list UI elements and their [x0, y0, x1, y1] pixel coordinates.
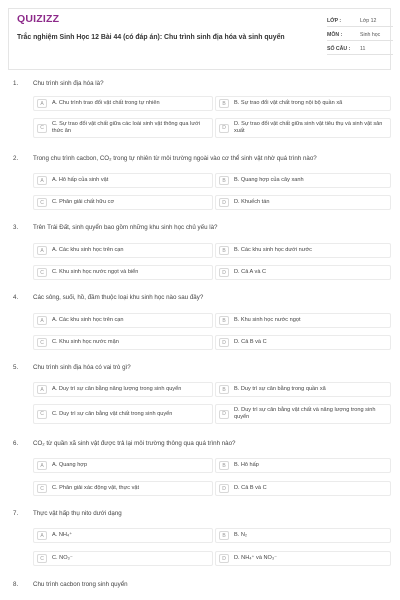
option-text: C. Phân giải chất hữu cơ — [52, 199, 115, 205]
option-letter: A — [37, 246, 47, 255]
option-letter: A — [37, 99, 47, 108]
option-text: B. Hô hấp — [234, 462, 259, 468]
option-c[interactable] — [33, 551, 213, 566]
worksheet-meta — [327, 13, 393, 55]
meta-value: Lớp 12 — [360, 18, 377, 24]
option-letter: C — [37, 554, 47, 563]
question-number: 8. — [13, 581, 19, 588]
option-letter: B — [219, 176, 229, 185]
option-c[interactable] — [33, 118, 213, 138]
option-d[interactable] — [215, 551, 391, 566]
option-text: A. Các khu sinh học trên cạn — [52, 247, 124, 253]
worksheet-header — [8, 8, 391, 70]
question-number: 6. — [13, 440, 19, 447]
option-text: D. Cả B và C — [234, 339, 267, 345]
option-b[interactable] — [215, 96, 391, 111]
option-text: C. Phân giải xác động vật, thực vật — [52, 485, 140, 491]
option-letter: A — [37, 385, 47, 394]
option-c[interactable] — [33, 265, 213, 280]
meta-key: LỚP : — [327, 18, 342, 24]
option-a[interactable] — [33, 458, 213, 473]
option-d[interactable] — [215, 195, 391, 210]
option-letter: C — [37, 338, 47, 347]
question-text: Các sông, suối, hồ, đầm thuộc loại khu sinh học nào sau đây? — [33, 294, 204, 301]
question-number: 1. — [13, 80, 19, 87]
option-letter: C — [37, 484, 47, 493]
meta-row-grade — [327, 13, 393, 27]
question-text: Chu trình sinh địa hóa là? — [33, 80, 104, 87]
option-letter: B — [219, 385, 229, 394]
option-d[interactable] — [215, 481, 391, 496]
quizizz-logo[interactable]: QUIZIZZ — [17, 13, 60, 25]
option-letter: D — [219, 484, 229, 493]
option-letter: B — [219, 316, 229, 325]
option-text: D. NH₄⁺ và NO₃⁻ — [234, 555, 278, 561]
option-text: C. Khu sinh học nước mặn — [52, 339, 119, 345]
option-letter: A — [37, 461, 47, 470]
question-number: 4. — [13, 294, 19, 301]
option-letter: C — [37, 198, 47, 207]
option-letter: D — [219, 554, 229, 563]
question-text: Chu trình cacbon trong sinh quyển — [33, 581, 128, 588]
option-a[interactable] — [33, 382, 213, 397]
option-a[interactable] — [33, 313, 213, 328]
question-text: Trong chu trình cacbon, CO₂ trong tự nhiên từ môi trường ngoài vào cơ thể sinh vật nhờ quá trình nào? — [33, 155, 317, 162]
option-c[interactable] — [33, 481, 213, 496]
option-letter: D — [219, 410, 229, 419]
meta-value: Sinh học — [360, 32, 381, 38]
option-d[interactable] — [215, 335, 391, 350]
option-letter: D — [219, 268, 229, 277]
question-number: 3. — [13, 224, 19, 231]
option-b[interactable] — [215, 313, 391, 328]
option-text: B. Các khu sinh học dưới nước — [234, 247, 312, 253]
option-d[interactable] — [215, 404, 391, 424]
option-text: D. Cả A và C — [234, 269, 267, 275]
option-letter: D — [219, 338, 229, 347]
option-letter: B — [219, 246, 229, 255]
worksheet-title: Trắc nghiệm Sinh Học 12 Bài 44 (có đáp án): Chu trình sinh địa hóa và sinh quyển — [17, 34, 285, 41]
question-text: CO₂ từ quần xã sinh vật được trả lại môi trường thông qua quá trình nào? — [33, 440, 236, 447]
option-a[interactable] — [33, 96, 213, 111]
option-text: D. Sự trao đổi vật chất giữa sinh vật tiêu thụ và sinh vật sản xuất — [234, 121, 383, 134]
question-text: Thực vật hấp thụ nito dưới dạng — [33, 510, 122, 517]
option-c[interactable] — [33, 195, 213, 210]
option-c[interactable] — [33, 335, 213, 350]
meta-key: SỐ CÂU : — [327, 46, 351, 52]
option-b[interactable] — [215, 173, 391, 188]
meta-key: MÔN : — [327, 32, 343, 38]
option-text: A. Duy trì sự cân bằng năng lượng trong sinh quyển — [52, 386, 182, 392]
option-text: C. NO₃⁻ — [52, 555, 73, 561]
option-text: B. N₂ — [234, 532, 248, 538]
question-text: Chu trình sinh địa hóa có vai trò gì? — [33, 364, 131, 371]
option-text: A. Hô hấp của sinh vật — [52, 177, 109, 183]
option-letter: A — [37, 176, 47, 185]
option-letter: C — [37, 268, 47, 277]
option-text: B. Khu sinh học nước ngọt — [234, 317, 301, 323]
option-letter: B — [219, 461, 229, 470]
option-a[interactable] — [33, 528, 213, 543]
option-text: D. Khuếch tán — [234, 199, 270, 205]
option-a[interactable] — [33, 173, 213, 188]
option-text: D. Cả B và C — [234, 485, 267, 491]
question-number: 7. — [13, 510, 19, 517]
option-d[interactable] — [215, 265, 391, 280]
option-letter: B — [219, 99, 229, 108]
option-letter: A — [37, 316, 47, 325]
question-number: 2. — [13, 155, 19, 162]
option-text: C. Sự trao đổi vật chất giữa các loài sinh vật thông qua lưới thức ăn — [52, 121, 200, 134]
option-b[interactable] — [215, 382, 391, 397]
option-b[interactable] — [215, 528, 391, 543]
option-d[interactable] — [215, 118, 391, 138]
option-text: B. Sự trao đổi vật chất trong nội bộ quần xã — [234, 100, 343, 106]
option-text: B. Duy trì sự cân bằng trong quần xã — [234, 386, 326, 392]
option-letter: C — [37, 124, 47, 133]
option-b[interactable] — [215, 458, 391, 473]
option-b[interactable] — [215, 243, 391, 258]
option-a[interactable] — [33, 243, 213, 258]
option-text: C. Khu sinh học nước ngọt và biển — [52, 269, 139, 275]
option-text: A. NH₄⁺ — [52, 532, 73, 538]
meta-row-count — [327, 41, 393, 55]
question-text: Trên Trái Đất, sinh quyển bao gồm những khu sinh học chủ yếu là? — [33, 224, 218, 231]
option-letter: D — [219, 124, 229, 133]
question-number: 5. — [13, 364, 19, 371]
meta-row-subject — [327, 27, 393, 41]
option-text: A. Quang hợp — [52, 462, 88, 468]
option-letter: B — [219, 531, 229, 540]
option-text: A. Các khu sinh học trên cạn — [52, 317, 124, 323]
option-text: A. Chu trình trao đổi vật chất trong tự nhiên — [52, 100, 160, 106]
option-text: D. Duy trì sự cân bằng vật chất và năng lượng trong sinh quyển — [234, 407, 376, 420]
option-text: B. Quang hợp của cây xanh — [234, 177, 304, 183]
option-text: C. Duy trì sự cân bằng vật chất trong sinh quyển — [52, 410, 173, 417]
option-c[interactable] — [33, 404, 213, 424]
meta-value: 11 — [360, 46, 366, 52]
option-letter: D — [219, 198, 229, 207]
option-letter: A — [37, 531, 47, 540]
option-letter: C — [37, 410, 47, 419]
